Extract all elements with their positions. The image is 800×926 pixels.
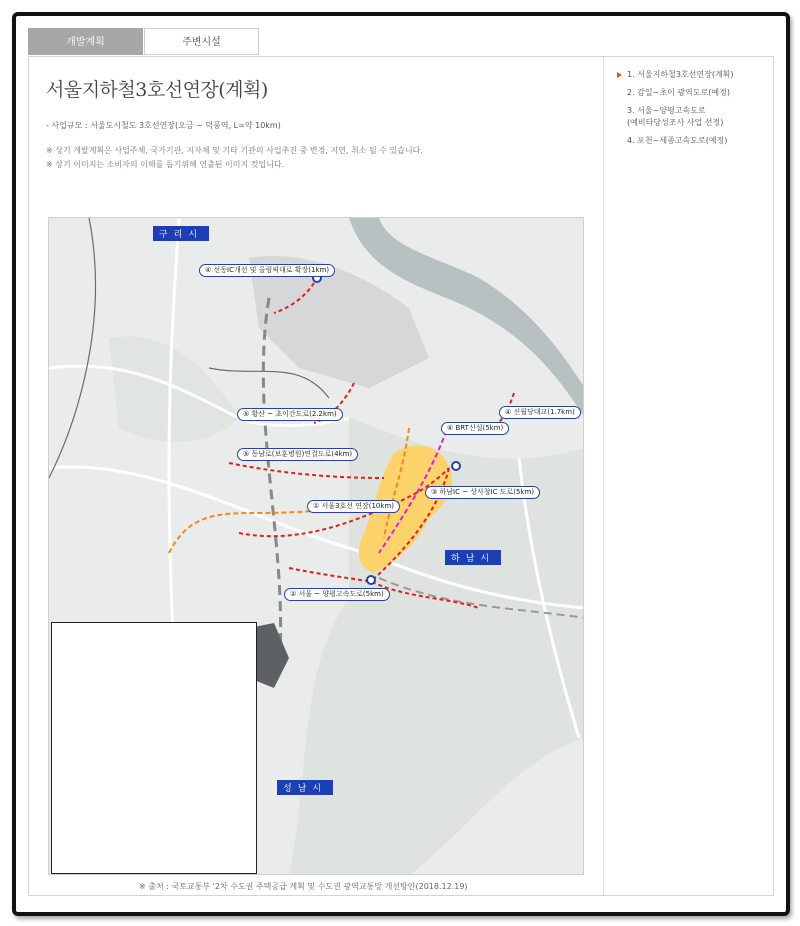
route-label-4-bridge: ④ 신월당대교(1.7km) [499,406,581,419]
sidebar-nav [615,69,765,153]
route-label-5-hwangsan: ⑤ 황산 ~ 초이간도로(2.2km) [237,408,343,421]
tab-bar [28,28,259,55]
sidebar-item-pocheon-sejong-expressway[interactable] [615,135,765,147]
content-panel [28,56,774,896]
route-label-4-sundong: ④ 선동IC개선 및 올림픽대로 확장(1km) [199,264,335,277]
sidebar-item-label: 3. 서울~양평고속도로 [627,106,706,115]
sidebar-item-label: 1. 서울지하철3호선연장(계획) [627,70,734,79]
image-note: ※ 상기 이미지는 소비자의 이해를 돕기위해 연출된 이미지 컷입니다. [46,160,285,169]
source-citation: ※ 출처 : 국토교통부 '2차 수도권 주택공급 계획 및 수도권 광역교통망 개선방안(2018.12.19) [139,882,468,891]
sidebar-item-sublabel: (예비타당성조사 사업 선정) [627,118,724,127]
route-label-3-hanam-ic: ③ 하남IC ~ 상사창IC 도로(5km) [425,486,540,499]
sidebar-item-line3-extension[interactable] [615,69,765,81]
city-label-guri: 구리시 [153,226,209,241]
route-label-5-dongnam: ⑤ 동남로(보훈병원)연결도로(4km) [237,448,358,461]
sidebar-item-gamil-choi-road[interactable] [615,87,765,99]
page-title: 서울지하철3호선연장(계획) [46,79,268,101]
route-label-6-brt: ⑥ BRT신설(5km) [441,422,509,435]
sidebar-item-seoul-yangpyeong-expressway[interactable] [615,105,765,129]
tab-development-plan[interactable]: 개발계획 [28,28,143,55]
development-map [48,217,584,875]
route-label-1-line3: ① 서울3호선 연장(10km) [307,500,400,513]
city-label-seongnam: 성남시 [277,780,333,795]
tab-nearby-facilities[interactable]: 주변시설 [144,28,259,55]
inset-map [51,622,257,874]
sidebar-divider [603,57,604,895]
city-label-hanam: 하남시 [445,550,501,565]
route-label-2-seoul-yangpyeong: ② 서울 ~ 양평고속도로(5km) [284,588,390,601]
disclaimer-note: ※ 상기 개발계획은 사업주체, 국가기관, 지자체 및 기타 기관의 사업추진 중 변경, 지연, 취소 될 수 있습니다. [46,146,423,155]
sidebar-item-label: 4. 포천~세종고속도로(예정) [627,136,728,145]
window-frame [12,12,790,916]
project-scale: - 사업규모 : 서울도시철도 3호선연장(오금 ~ 덕풍역, L=약 10km) [46,121,281,130]
sidebar-item-label: 2. 감일~초이 광역도로(예정) [627,88,730,97]
